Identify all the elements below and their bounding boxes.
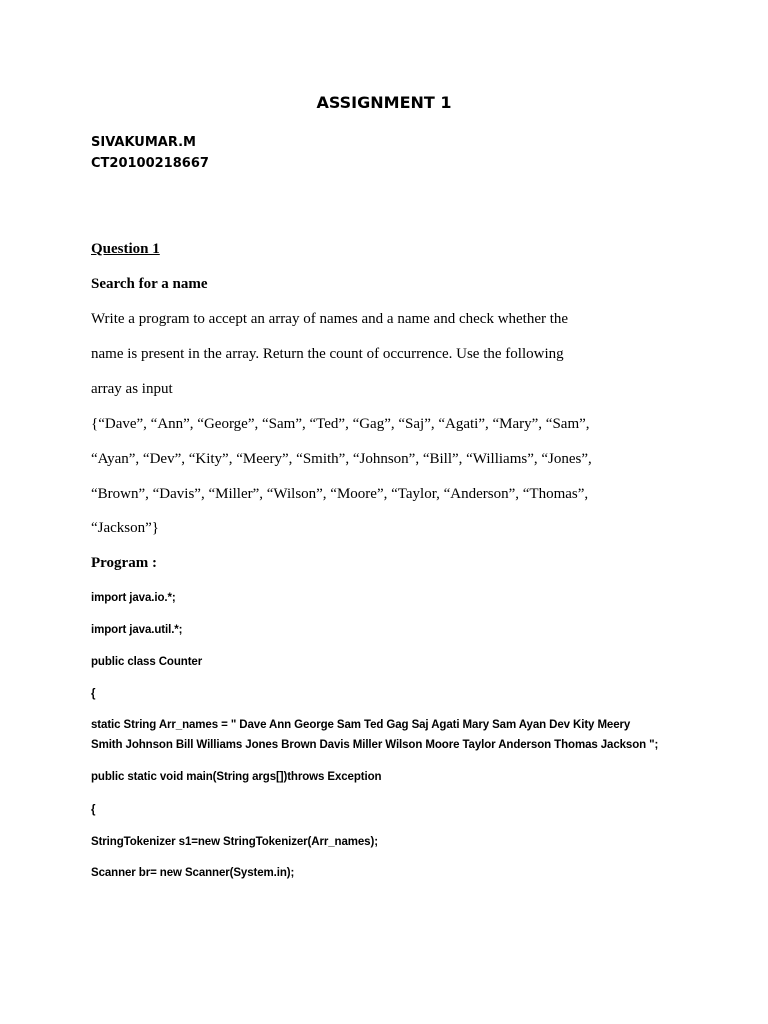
question-text-line: name is present in the array. Return the count of occurrence. Use the following: [91, 346, 564, 362]
question-heading: Question 1: [91, 241, 160, 257]
author-id: CT20100218667: [91, 156, 209, 171]
code-line: import java.util.*;: [91, 624, 183, 636]
code-line: {: [91, 804, 96, 816]
program-label: Program :: [91, 555, 157, 571]
code-line: public class Counter: [91, 656, 203, 668]
question-text-line: array as input: [91, 381, 173, 397]
array-line: “Brown”, “Davis”, “Miller”, “Wilson”, “Moore”, “Taylor, “Anderson”, “Thomas”,: [91, 486, 589, 502]
author-name: SIVAKUMAR.M: [91, 135, 196, 150]
array-line: “Ayan”, “Dev”, “Kity”, “Meery”, “Smith”, “Johnson”, “Bill”, “Williams”, “Jones”,: [91, 451, 592, 467]
question-text-line: Write a program to accept an array of names and a name and check whether the: [91, 311, 569, 327]
document-title: ASSIGNMENT 1: [316, 93, 452, 112]
code-line: Scanner br= new Scanner(System.in);: [91, 867, 295, 879]
code-line: {: [91, 688, 96, 700]
question-subtitle: Search for a name: [91, 276, 208, 292]
code-line: public static void main(String args[])throws Exception: [91, 771, 382, 783]
code-line: static String Arr_names = " Dave Ann George Sam Ted Gag Saj Agati Mary Sam Ayan Dev Kity Meery: [91, 719, 631, 731]
code-line: StringTokenizer s1=new StringTokenizer(Arr_names);: [91, 836, 378, 848]
array-line: “Jackson”}: [91, 520, 160, 536]
code-line: Smith Johnson Bill Williams Jones Brown Davis Miller Wilson Moore Taylor Anderson Thomas Jackson ";: [91, 739, 659, 751]
array-line: {“Dave”, “Ann”, “George”, “Sam”, “Ted”, “Gag”, “Saj”, “Agati”, “Mary”, “Sam”,: [91, 416, 590, 432]
code-line: import java.io.*;: [91, 592, 176, 604]
